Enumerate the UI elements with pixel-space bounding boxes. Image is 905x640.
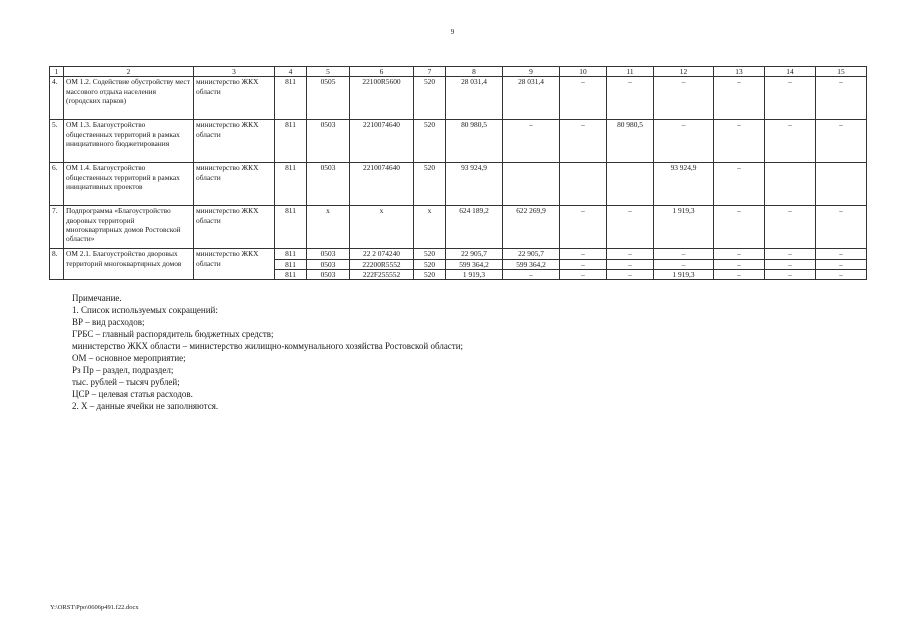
column-number: 5	[307, 67, 350, 77]
amount-cell: –	[607, 77, 654, 120]
column-number: 12	[654, 67, 714, 77]
amount-cell: –	[714, 206, 765, 249]
csr-code: 2210074640	[350, 120, 414, 163]
activity-name: Подпрограмма «Благоустройство дворовых территорий многоквартирных домов Ростовской области»	[64, 206, 194, 249]
amount-cell: 80 980,5	[607, 120, 654, 163]
amount-cell: –	[560, 269, 607, 279]
amount-cell: –	[607, 259, 654, 269]
csr-code: 2210074640	[350, 163, 414, 206]
amount-cell: –	[607, 206, 654, 249]
amount-cell	[607, 163, 654, 206]
amount-cell: –	[714, 163, 765, 206]
amount-cell: –	[765, 259, 816, 269]
amount-cell: 22 905,7	[446, 249, 503, 259]
grbs-code: 811	[275, 120, 307, 163]
rz-pr-code: х	[307, 206, 350, 249]
rz-pr-code: 0505	[307, 77, 350, 120]
column-number: 3	[194, 67, 275, 77]
column-number: 15	[816, 67, 867, 77]
rz-pr-code: 0503	[307, 259, 350, 269]
amount-cell: 93 924,9	[654, 163, 714, 206]
amount-cell: –	[816, 206, 867, 249]
note-line: ОМ – основное мероприятие;	[72, 353, 186, 363]
column-number: 10	[560, 67, 607, 77]
notes-heading: Примечание.	[72, 293, 122, 303]
vr-code: 520	[414, 120, 446, 163]
column-number: 2	[64, 67, 194, 77]
amount-cell: –	[714, 259, 765, 269]
amount-cell: –	[654, 120, 714, 163]
row-number: 5.	[50, 120, 64, 163]
column-number: 7	[414, 67, 446, 77]
grbs-code: 811	[275, 77, 307, 120]
amount-cell: –	[503, 269, 560, 279]
note-line: 2. Х – данные ячейки не заполняются.	[72, 401, 219, 411]
budget-table	[49, 66, 867, 280]
row-number: 7.	[50, 206, 64, 249]
note-line: министерство ЖКХ области – министерство жилищно-коммунального хозяйства Ростовской области;	[72, 341, 464, 351]
csr-code: х	[350, 206, 414, 249]
table-row	[50, 77, 867, 120]
grbs-code: 811	[275, 269, 307, 279]
responsible-org: министерство ЖКХ области	[194, 249, 275, 280]
amount-cell: 22 905,7	[503, 249, 560, 259]
amount-cell: –	[816, 249, 867, 259]
note-line: ЦСР – целевая статья расходов.	[72, 389, 193, 399]
grbs-code: 811	[275, 259, 307, 269]
amount-cell: –	[714, 77, 765, 120]
csr-code: 22200R5552	[350, 259, 414, 269]
amount-cell: –	[714, 249, 765, 259]
amount-cell: 28 031,4	[503, 77, 560, 120]
amount-cell: –	[816, 269, 867, 279]
table-row	[50, 120, 867, 163]
row-number: 6.	[50, 163, 64, 206]
rz-pr-code: 0503	[307, 249, 350, 259]
column-number: 1	[50, 67, 64, 77]
column-number: 9	[503, 67, 560, 77]
activity-name: ОМ 2.1. Благоустройство дворовых территорий многоквартирных домов	[64, 249, 194, 280]
responsible-org: министерство ЖКХ области	[194, 120, 275, 163]
activity-name: ОМ 1.3. Благоустройство общественных территорий в рамках инициативного бюджетирования	[64, 120, 194, 163]
amount-cell: –	[560, 206, 607, 249]
vr-code: 520	[414, 259, 446, 269]
note-line: тыс. рублей – тысяч рублей;	[72, 377, 180, 387]
csr-code: 22 2 074240	[350, 249, 414, 259]
amount-cell	[765, 163, 816, 206]
amount-cell: –	[654, 77, 714, 120]
amount-cell: –	[816, 120, 867, 163]
csr-code: 222F255552	[350, 269, 414, 279]
amount-cell: 1 919,3	[654, 269, 714, 279]
amount-cell: 1 919,3	[446, 269, 503, 279]
amount-cell	[503, 163, 560, 206]
amount-cell: –	[816, 77, 867, 120]
column-number: 11	[607, 67, 654, 77]
responsible-org: министерство ЖКХ области	[194, 206, 275, 249]
amount-cell: –	[560, 120, 607, 163]
vr-code: 520	[414, 269, 446, 279]
table-row	[50, 206, 867, 249]
amount-cell: 599 364,2	[503, 259, 560, 269]
amount-cell: –	[560, 259, 607, 269]
amount-cell: –	[816, 259, 867, 269]
table-row	[50, 163, 867, 206]
amount-cell: –	[765, 120, 816, 163]
csr-code: 22100R5600	[350, 77, 414, 120]
amount-cell: –	[560, 77, 607, 120]
amount-cell: –	[607, 269, 654, 279]
amount-cell: 624 189,2	[446, 206, 503, 249]
amount-cell: –	[654, 249, 714, 259]
amount-cell: –	[765, 206, 816, 249]
vr-code: х	[414, 206, 446, 249]
amount-cell: 622 269,9	[503, 206, 560, 249]
amount-cell: –	[714, 269, 765, 279]
vr-code: 520	[414, 77, 446, 120]
grbs-code: 811	[275, 206, 307, 249]
rz-pr-code: 0503	[307, 269, 350, 279]
notes-section	[72, 292, 463, 412]
activity-name: ОМ 1.2. Содействие обустройству мест массового отдыха населения (городских парков)	[64, 77, 194, 120]
amount-cell	[560, 163, 607, 206]
note-line: ВР – вид расходов;	[72, 317, 145, 327]
column-number: 8	[446, 67, 503, 77]
amount-cell: –	[503, 120, 560, 163]
column-number: 4	[275, 67, 307, 77]
column-number-row	[50, 67, 867, 77]
note-line: Рз Пр – раздел, подраздел;	[72, 365, 174, 375]
row-number: 8.	[50, 249, 64, 280]
activity-name: ОМ 1.4. Благоустройство общественных территорий в рамках инициативных проектов	[64, 163, 194, 206]
column-number: 6	[350, 67, 414, 77]
note-line: ГРБС – главный распорядитель бюджетных средств;	[72, 329, 274, 339]
rz-pr-code: 0503	[307, 163, 350, 206]
responsible-org: министерство ЖКХ области	[194, 163, 275, 206]
amount-cell: –	[607, 249, 654, 259]
amount-cell: 93 924,9	[446, 163, 503, 206]
amount-cell: –	[714, 120, 765, 163]
note-line: 1. Список используемых сокращений:	[72, 305, 218, 315]
amount-cell	[816, 163, 867, 206]
rz-pr-code: 0503	[307, 120, 350, 163]
amount-cell: –	[765, 77, 816, 120]
table-row	[50, 249, 867, 259]
column-number: 13	[714, 67, 765, 77]
amount-cell: 80 980,5	[446, 120, 503, 163]
row-number: 4.	[50, 77, 64, 120]
amount-cell: 1 919,3	[654, 206, 714, 249]
grbs-code: 811	[275, 249, 307, 259]
file-path-footer: Y:\ORST\Ppo\0606p491.f22.docx	[50, 604, 139, 611]
vr-code: 520	[414, 249, 446, 259]
amount-cell: –	[560, 249, 607, 259]
vr-code: 520	[414, 163, 446, 206]
responsible-org: министерство ЖКХ области	[194, 77, 275, 120]
amount-cell: –	[654, 259, 714, 269]
page-number: 9	[450, 28, 455, 36]
amount-cell: –	[765, 249, 816, 259]
grbs-code: 811	[275, 163, 307, 206]
amount-cell: 28 031,4	[446, 77, 503, 120]
amount-cell: 599 364,2	[446, 259, 503, 269]
column-number: 14	[765, 67, 816, 77]
amount-cell: –	[765, 269, 816, 279]
